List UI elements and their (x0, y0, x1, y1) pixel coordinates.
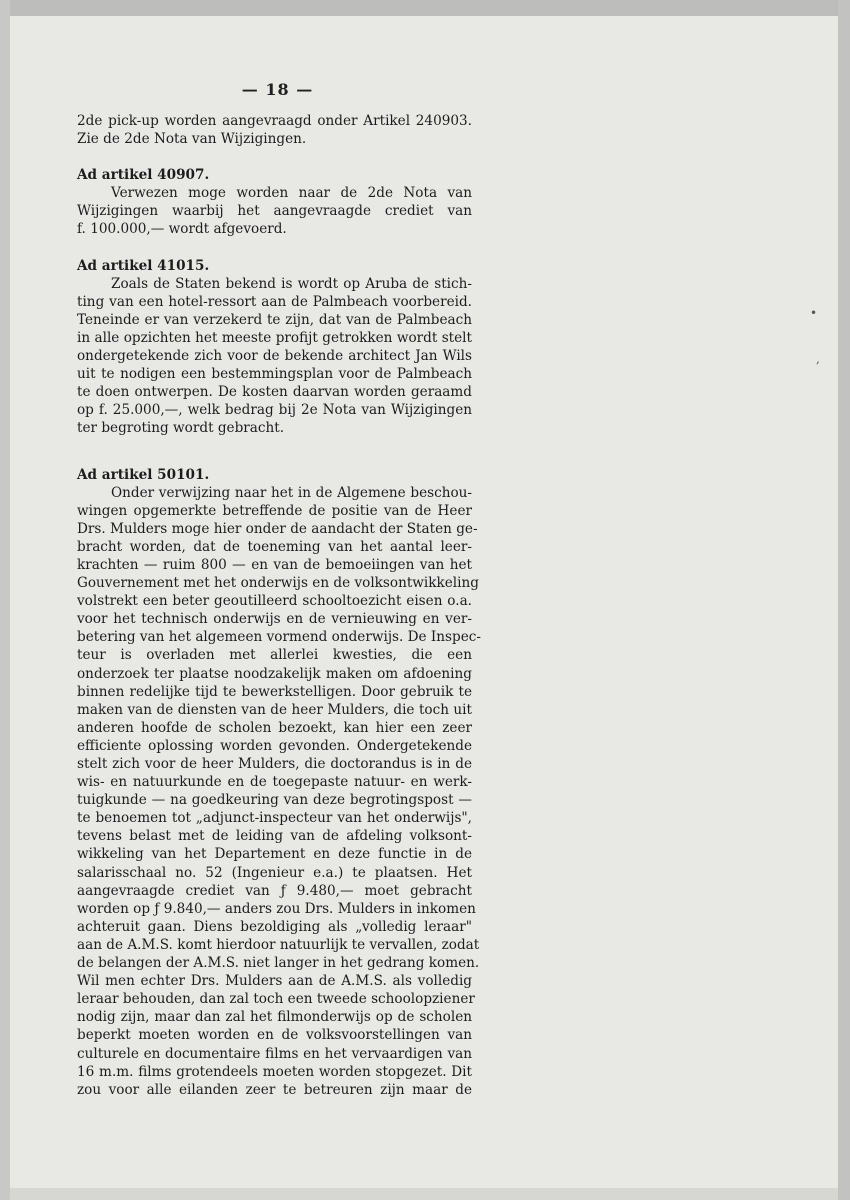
text-line: Wijzigingen waarbij het aangevraagde crediet van (77, 203, 472, 220)
text-line: tuigkunde — na goedkeuring van deze begrotingspost — (77, 792, 472, 809)
section-ad-artikel-40907 (77, 166, 472, 238)
text-line: de belangen der A.M.S. niet langer in het gedrang komen. (77, 955, 480, 972)
text-line: ter begroting wordt gebracht. (77, 420, 285, 437)
text-line: voor het technisch onderwijs en de vernieuwing en ver- (77, 611, 472, 628)
text-line: volstrekt een beter geoutilleerd schooltoezicht eisen o.a. (77, 593, 472, 610)
text-line: in alle opzichten het meeste profijt getrokken wordt stelt (77, 329, 472, 346)
text-line: wis- en natuurkunde en de toegepaste natuur- en werk- (77, 774, 472, 791)
text-line: Wil men echter Drs. Mulders aan de A.M.S. als volledig (77, 973, 472, 990)
text-line: worden op ƒ 9.840,— anders zou Drs. Mulders in inkomen (77, 900, 476, 917)
text-line: betering van het algemeen vormend onderwijs. De Inspec- (77, 629, 481, 646)
margin-speck: , (816, 352, 820, 366)
text-line: Teneinde er van verzekerd te zijn, dat van de Palmbeach (77, 311, 472, 328)
text-line: wikkeling van het Departement en deze functie in de (77, 846, 472, 863)
text-line: uit te nodigen een bestemmingsplan voor de Palmbeach (77, 366, 472, 383)
text-line: Drs. Mulders moge hier onder de aandacht der Staten ge- (77, 520, 478, 537)
margin-speck: • (810, 306, 818, 320)
scan-border-left (0, 0, 10, 1200)
text-line: anderen hoofde de scholen bezoekt, kan hier een zeer (77, 719, 472, 736)
text-line: maken van de diensten van de heer Mulders, die toch uit (77, 701, 472, 718)
document-page (10, 16, 838, 1188)
text-line: aangevraagde crediet van ƒ 9.480,— moet gebracht (77, 882, 472, 899)
text-line: culturele en documentaire films en het vervaardigen van (77, 1045, 472, 1062)
intro-paragraph (77, 112, 472, 148)
text-line: wingen opgemerkte betreffende de positie van de Heer (77, 502, 472, 519)
text-line: onderzoek ter plaatse noodzakelijk maken om afdoening (77, 665, 472, 682)
section-ad-artikel-41015 (77, 257, 472, 438)
text-line: nodig zijn, maar dan zal het filmonderwijs op de scholen (77, 1009, 472, 1026)
text-line: efficiente oplossing worden gevonden. Ondergetekende (77, 737, 472, 754)
text-line: zou voor alle eilanden zeer te betreuren zijn maar de (77, 1081, 472, 1098)
text-line: achteruit gaan. Diens bezoldiging als „volledig leraar" (77, 918, 472, 935)
text-line: salarisschaal no. 52 (Ingenieur e.a.) te plaatsen. Het (77, 864, 472, 881)
text-line: beperkt moeten worden en de volksvoorstellingen van (77, 1027, 472, 1044)
text-line: Onder verwijzing naar het in de Algemene beschou- (111, 484, 472, 501)
text-line: ondergetekende zich voor de bekende architect Jan Wils (77, 348, 472, 365)
text-line: krachten — ruim 800 — en van de bemoeiingen van het (77, 556, 472, 573)
text-line: op f. 25.000,—, welk bedrag bij 2e Nota van Wijzigingen (77, 402, 472, 419)
text-line: te doen ontwerpen. De kosten daarvan worden geraamd (77, 384, 472, 401)
section-heading: Ad artikel 50101. (77, 466, 210, 483)
text-line: f. 100.000,— wordt afgevoerd. (77, 221, 287, 238)
text-line: Verwezen moge worden naar de 2de Nota van (111, 185, 472, 202)
text-line: teur is overladen met allerlei kwesties, die een (77, 647, 472, 664)
section-heading: Ad artikel 40907. (77, 167, 210, 184)
text-line: te benoemen tot „adjunct-inspecteur van het onderwijs", (77, 810, 472, 827)
text-line: binnen redelijke tijd te bewerkstelligen. Door gebruik te (77, 683, 472, 700)
text-line: aan de A.M.S. komt hierdoor natuurlijk te vervallen, zodat (77, 936, 480, 953)
section-heading: Ad artikel 41015. (77, 257, 210, 274)
text-line: ting van een hotel-ressort aan de Palmbeach voorbereid. (77, 293, 472, 310)
text-line: Zie de 2de Nota van Wijzigingen. (77, 131, 307, 148)
text-line: 2de pick-up worden aangevraagd onder Artikel 240903. (77, 113, 472, 129)
text-line: tevens belast met de leiding van de afdeling volksont- (77, 828, 472, 845)
text-line: bracht worden, dat de toeneming van het aantal leer- (77, 538, 472, 555)
scan-border-right (838, 0, 850, 1200)
text-line: Gouvernement met het onderwijs en de volksontwikkeling (77, 575, 479, 592)
text-line: stelt zich voor de heer Mulders, die doctorandus is in de (77, 756, 472, 772)
text-line: 16 m.m. films grotendeels moeten worden stopgezet. Dit (77, 1063, 472, 1080)
page-number: — 18 — (241, 80, 314, 99)
text-line: Zoals de Staten bekend is wordt op Aruba de stich- (111, 275, 472, 292)
scan-border-top (0, 0, 850, 16)
text-column (77, 112, 481, 1099)
section-ad-artikel-50101 (77, 466, 481, 1099)
text-line: leraar behouden, dan zal toch een tweede schoolopziener (77, 991, 475, 1008)
